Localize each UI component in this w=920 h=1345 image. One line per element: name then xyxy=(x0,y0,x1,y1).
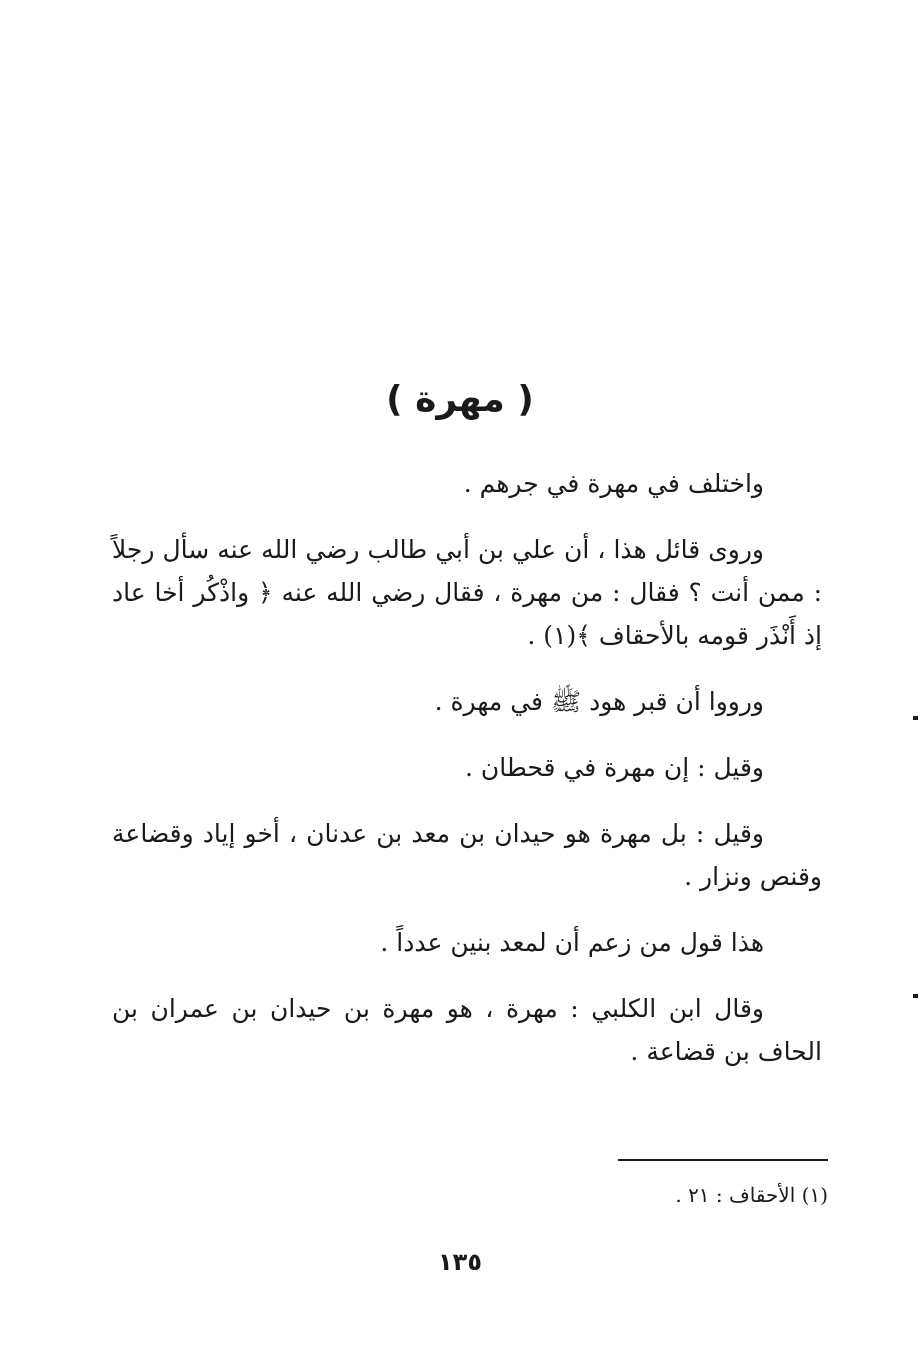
paragraph: ورووا أن قبر هود ﷺ في مهرة . xyxy=(434,687,764,716)
margin-mark xyxy=(913,994,918,998)
section-title: ( مهرة ) xyxy=(386,379,534,420)
paragraph: واختلف في مهرة في جرهم . xyxy=(463,469,764,498)
paragraph: وقيل : بل مهرة هو حيدان بن معد بن عدنان ، أخو إياد وقضاعة وقنص ونزار . xyxy=(112,819,822,891)
paragraph: هذا قول من زعم أن لمعد بنين عدداً . xyxy=(380,928,764,957)
footnote-divider xyxy=(618,1159,828,1161)
paragraph: وقيل : إن مهرة في قحطان . xyxy=(464,753,764,782)
page-number: ١٣٥ xyxy=(438,1248,482,1276)
body-text xyxy=(112,462,822,1096)
margin-mark xyxy=(913,716,918,720)
paragraph: وقال ابن الكلبي : مهرة ، هو مهرة بن حيدان بن عمران بن الحاف بن قضاعة . xyxy=(112,994,822,1066)
paragraph: وروى قائل هذا ، أن علي بن أبي طالب رضي الله عنه سأل رجلاً : ممن أنت ؟ فقال : من مهرة ، فقال رضي الله عنه ﴿ واذْكُر أخا عاد إذ أَنْذَر قومه بالأحقاف ﴾(١) . xyxy=(112,535,822,650)
footnote: (١) الأحقاف : ٢١ . xyxy=(675,1183,828,1207)
